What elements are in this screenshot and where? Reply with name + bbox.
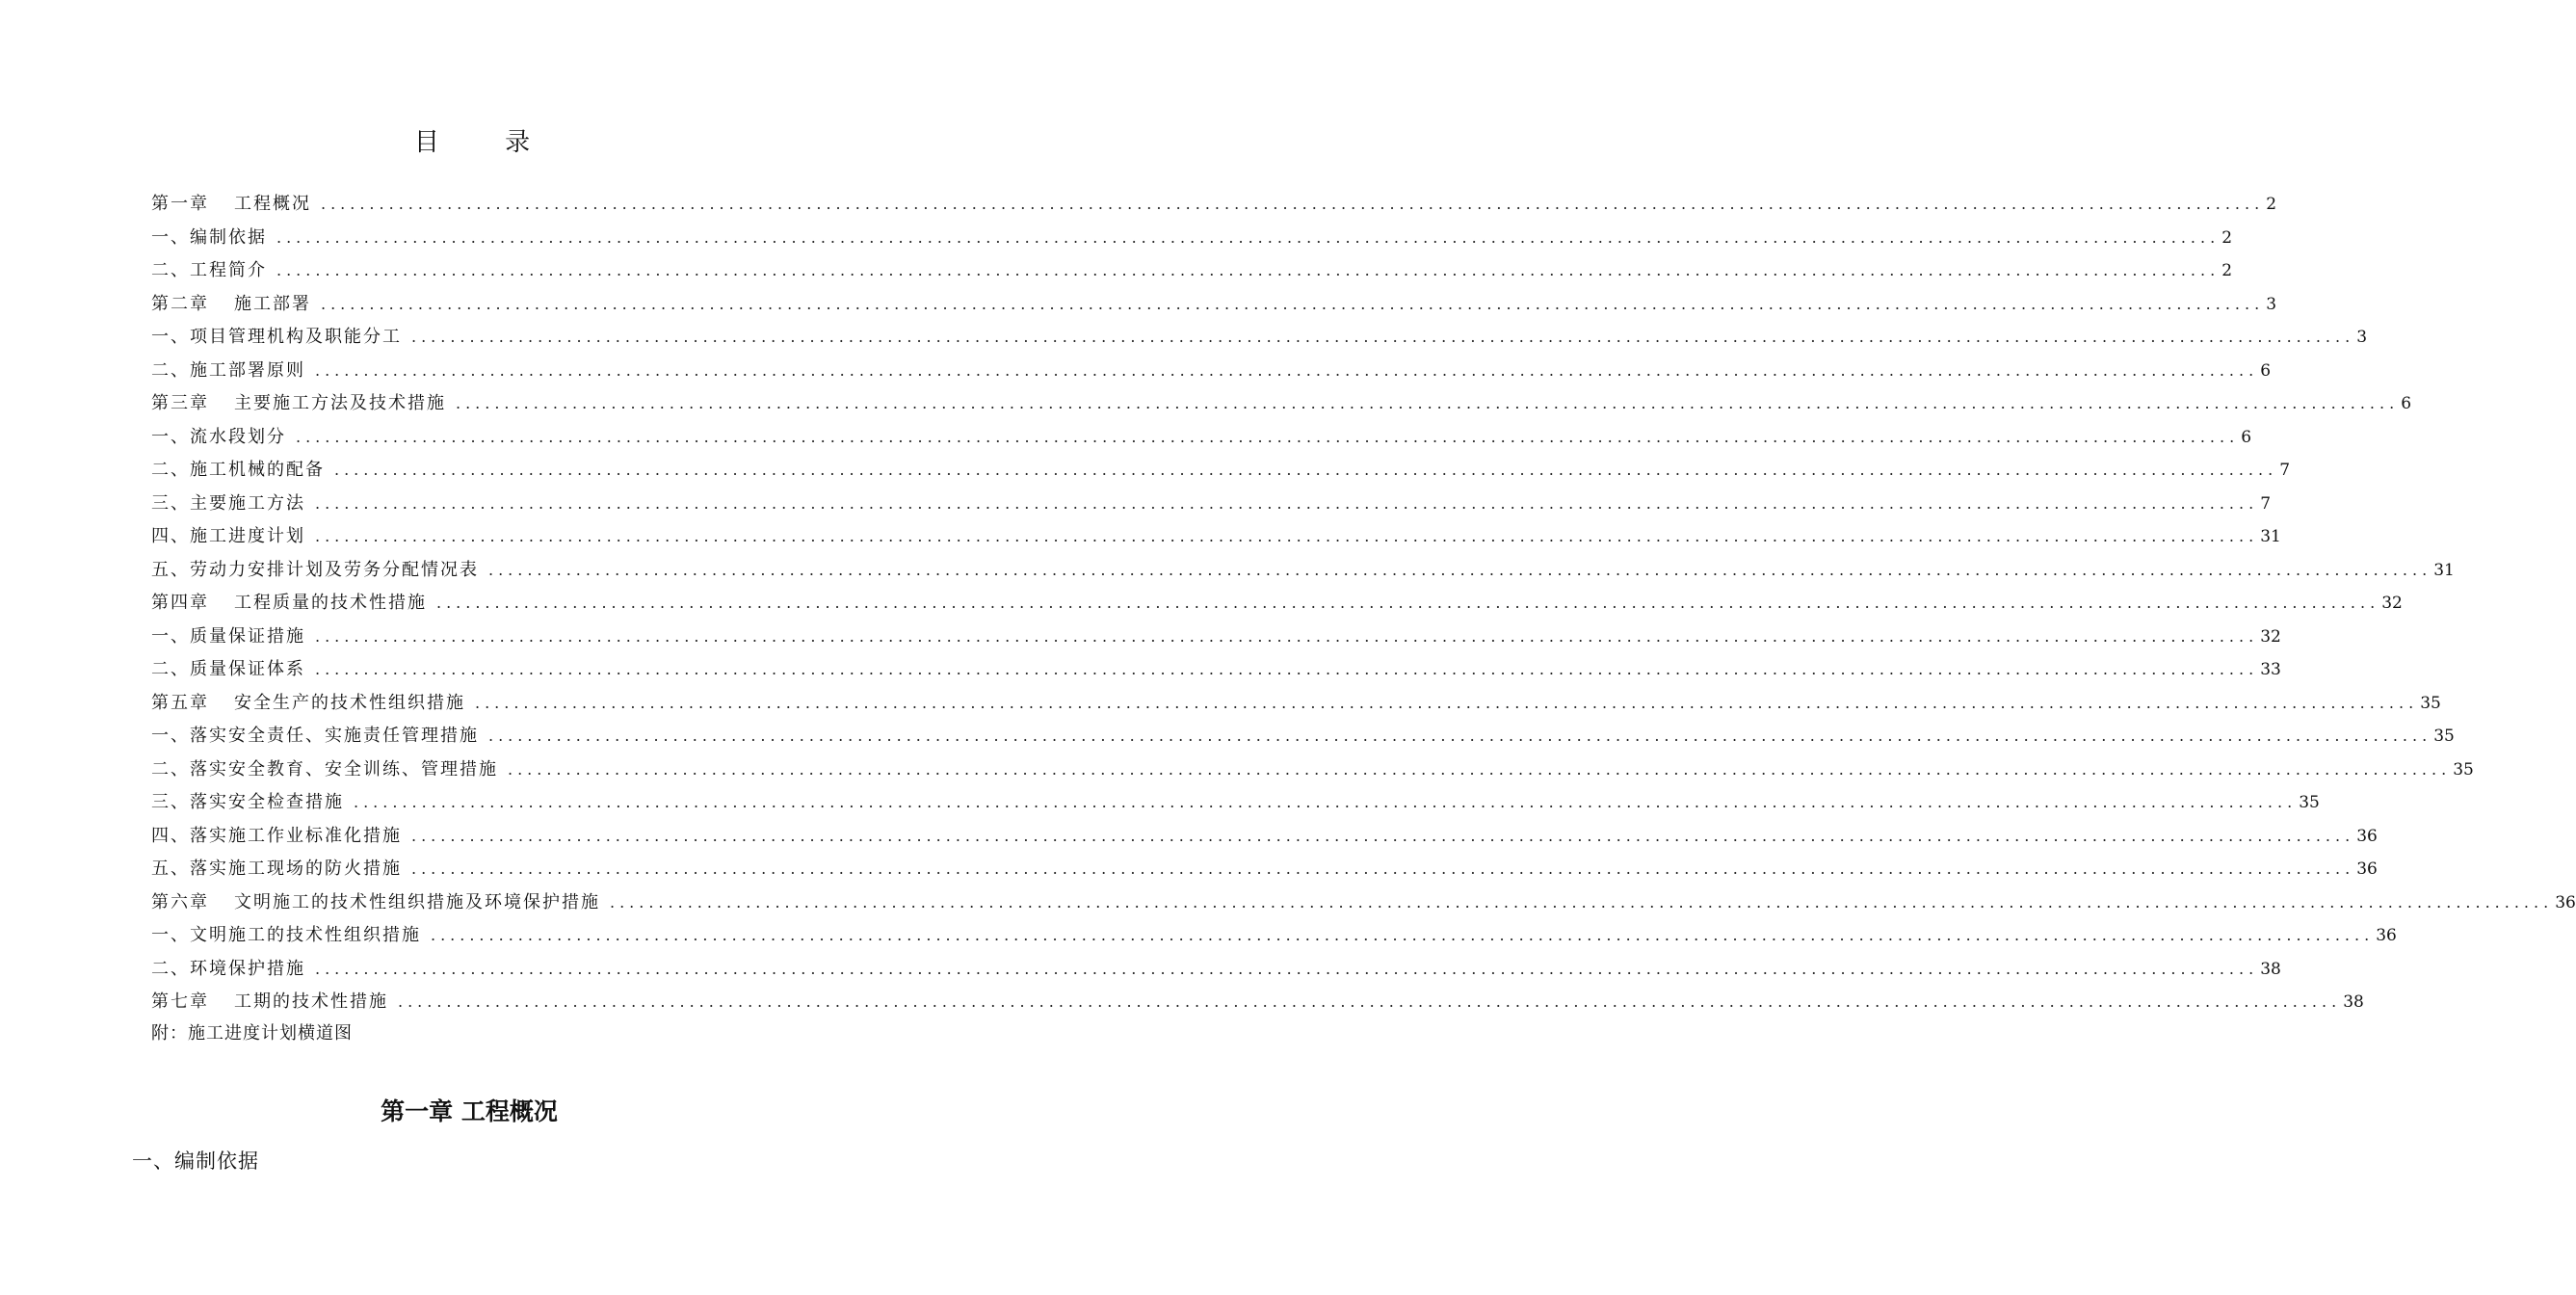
toc-entry-label xyxy=(151,454,325,488)
toc-entry-text: 一、项目管理机构及职能分工 xyxy=(151,327,402,347)
toc-entry-label xyxy=(151,621,305,654)
toc-leader-dots: ........................................................................................................................................................................................................ xyxy=(456,394,2400,412)
toc-page-number: 36 xyxy=(2555,892,2576,912)
toc-chapter-number: 第五章 xyxy=(151,692,209,713)
toc-entry-text: 一、文明施工的技术性组织措施 xyxy=(151,925,421,945)
toc-entry-text: 三、落实安全检查措施 xyxy=(151,792,344,812)
toc-page-number: 31 xyxy=(2260,527,2281,546)
toc-entry-text: 二、施工机械的配备 xyxy=(151,460,325,480)
toc-page-number: 6 xyxy=(2401,394,2412,413)
toc-entry[interactable] xyxy=(151,953,2281,987)
toc-page-number: 35 xyxy=(2420,693,2441,713)
toc-leader-dots: ........................................................................................................................................................................................................ xyxy=(334,461,2278,479)
toc-leader-dots: ........................................................................................................................................................................................................ xyxy=(431,926,2375,944)
toc-page-number: 31 xyxy=(2433,560,2455,580)
toc-entry-text: 施工部署 xyxy=(234,293,311,314)
toc-entry[interactable] xyxy=(151,454,2291,488)
toc-entry[interactable] xyxy=(151,520,2281,554)
toc-leader-dots: ........................................................................................................................................................................................................ xyxy=(488,727,2432,745)
toc-entry[interactable] xyxy=(151,488,2272,521)
toc-entry[interactable] xyxy=(151,421,2252,455)
toc-entry-text: 三、主要施工方法 xyxy=(151,492,305,514)
toc-entry-text: 一、流水段划分 xyxy=(151,426,286,447)
toc-entry-label xyxy=(151,687,465,721)
toc-entry-text: 一、编制依据 xyxy=(151,226,267,248)
toc-entry[interactable] xyxy=(151,222,2233,255)
toc-entry[interactable] xyxy=(151,653,2281,687)
toc-page-number: 6 xyxy=(2260,360,2272,381)
toc-entry[interactable] xyxy=(151,188,2277,222)
toc-entry-text: 主要施工方法及技术措施 xyxy=(234,393,446,413)
toc-page-number: 32 xyxy=(2381,594,2403,613)
toc-leader-dots: ........................................................................................................................................................................................................ xyxy=(276,227,2221,247)
toc-leader-dots: ........................................................................................................................................................................................................ xyxy=(475,693,2419,712)
toc-page-number: 32 xyxy=(2260,626,2281,647)
toc-entry-text: 文明施工的技术性组织措施及环境保护措施 xyxy=(234,891,600,912)
toc-leader-dots: ........................................................................................................................................................................................................ xyxy=(354,793,2298,811)
toc-page-number: 36 xyxy=(2356,826,2378,846)
toc-entry-label xyxy=(151,355,305,388)
toc-list xyxy=(151,188,2576,1019)
toc-entry-label xyxy=(151,587,427,621)
toc-leader-dots: ........................................................................................................................................................................................................ xyxy=(321,294,2265,313)
toc-entry-text: 五、劳动力安排计划及劳务分配情况表 xyxy=(151,559,479,580)
toc-entry-label xyxy=(151,321,402,355)
toc-entry[interactable] xyxy=(151,321,2368,355)
toc-entry-label xyxy=(151,886,600,920)
toc-page-number: 35 xyxy=(2453,759,2474,780)
toc-entry-text: 五、落实施工现场的防火措施 xyxy=(151,859,402,879)
toc-leader-dots: ........................................................................................................................................................................................................ xyxy=(436,594,2380,612)
toc-entry[interactable] xyxy=(151,986,2364,1019)
toc-leader-dots: ........................................................................................................................................................................................................ xyxy=(315,360,2259,380)
chapter-heading: 第一章 工程概况 xyxy=(381,1097,558,1125)
toc-entry-text: 工期的技术性措施 xyxy=(234,991,388,1012)
toc-page-number: 6 xyxy=(2241,427,2252,447)
toc-entry[interactable] xyxy=(151,886,2576,920)
toc-leader-dots: ........................................................................................................................................................................................................ xyxy=(315,626,2259,646)
toc-page-number: 36 xyxy=(2376,926,2397,945)
toc-page-number: 2 xyxy=(2266,195,2277,214)
toc-title: 目 录 xyxy=(413,128,560,157)
toc-entry[interactable] xyxy=(151,820,2378,854)
toc-page-number: 35 xyxy=(2299,793,2320,812)
toc-appendix: 附：施工进度计划横道图 xyxy=(151,1023,353,1044)
toc-entry-label xyxy=(151,188,311,222)
toc-chapter-number: 第三章 xyxy=(151,393,209,413)
toc-entry-text: 二、落实安全教育、安全训练、管理措施 xyxy=(151,758,498,780)
toc-entry[interactable] xyxy=(151,853,2378,886)
toc-entry-label xyxy=(151,953,305,987)
toc-page-number: 3 xyxy=(2356,328,2368,347)
toc-entry-label xyxy=(151,421,286,455)
toc-entry-label xyxy=(151,254,267,288)
toc-entry[interactable] xyxy=(151,621,2281,654)
toc-entry-text: 二、环境保护措施 xyxy=(151,958,305,979)
toc-entry[interactable] xyxy=(151,288,2277,322)
toc-page-number: 2 xyxy=(2221,261,2233,280)
toc-leader-dots: ........................................................................................................................................................................................................ xyxy=(321,195,2265,213)
toc-leader-dots: ........................................................................................................................................................................................................ xyxy=(488,560,2432,579)
toc-entry[interactable] xyxy=(151,687,2441,721)
toc-entry[interactable] xyxy=(151,919,2397,953)
toc-page-number: 3 xyxy=(2266,294,2277,314)
toc-page-number: 35 xyxy=(2433,727,2455,746)
toc-page-number: 7 xyxy=(2279,461,2291,480)
toc-entry-text: 四、施工进度计划 xyxy=(151,526,305,546)
toc-leader-dots: ........................................................................................................................................................................................................ xyxy=(315,959,2259,978)
toc-entry[interactable] xyxy=(151,720,2455,753)
toc-leader-dots: ........................................................................................................................................................................................................ xyxy=(411,859,2355,878)
toc-leader-dots: ........................................................................................................................................................................................................ xyxy=(398,992,2342,1011)
toc-entry-text: 安全生产的技术性组织措施 xyxy=(234,692,465,713)
toc-entry[interactable] xyxy=(151,753,2474,787)
toc-entry-label xyxy=(151,554,479,588)
toc-leader-dots: ........................................................................................................................................................................................................ xyxy=(296,427,2240,446)
toc-chapter-number: 第二章 xyxy=(151,293,209,314)
toc-entry-label xyxy=(151,387,446,421)
toc-chapter-number: 第七章 xyxy=(151,991,209,1012)
toc-entry-text: 二、质量保证体系 xyxy=(151,659,305,679)
toc-leader-dots: ........................................................................................................................................................................................................ xyxy=(315,527,2259,545)
toc-entry-label xyxy=(151,288,311,322)
toc-entry-label xyxy=(151,786,344,820)
toc-entry-text: 四、落实施工作业标准化措施 xyxy=(151,825,402,846)
toc-page-number: 38 xyxy=(2260,959,2281,979)
toc-entry-text: 二、施工部署原则 xyxy=(151,359,305,381)
toc-page-number: 36 xyxy=(2356,859,2378,879)
toc-entry-label xyxy=(151,919,421,953)
toc-entry-label xyxy=(151,753,498,787)
toc-page-number: 38 xyxy=(2343,992,2364,1012)
toc-page-number: 7 xyxy=(2260,493,2272,514)
toc-leader-dots: ........................................................................................................................................................................................................ xyxy=(276,261,2221,279)
toc-leader-dots: ........................................................................................................................................................................................................ xyxy=(508,759,2452,779)
toc-entry[interactable] xyxy=(151,387,2412,421)
toc-page-number: 33 xyxy=(2260,660,2281,679)
toc-entry[interactable] xyxy=(151,786,2320,820)
toc-entry[interactable] xyxy=(151,254,2233,288)
toc-leader-dots: ........................................................................................................................................................................................................ xyxy=(315,660,2259,678)
toc-entry-label xyxy=(151,720,479,753)
toc-leader-dots: ........................................................................................................................................................................................................ xyxy=(315,493,2259,513)
toc-entry-label xyxy=(151,986,388,1019)
section-heading: 一、编制依据 xyxy=(132,1150,259,1173)
toc-entry-label xyxy=(151,222,267,255)
toc-entry[interactable] xyxy=(151,355,2272,388)
toc-leader-dots: ........................................................................................................................................................................................................ xyxy=(411,826,2355,845)
toc-entry-text: 一、质量保证措施 xyxy=(151,625,305,647)
toc-entry[interactable] xyxy=(151,587,2403,621)
toc-entry[interactable] xyxy=(151,554,2455,588)
toc-page-number: 2 xyxy=(2221,227,2233,248)
toc-entry-text: 工程质量的技术性措施 xyxy=(234,593,427,613)
toc-entry-label xyxy=(151,853,402,886)
toc-entry-label xyxy=(151,520,305,554)
toc-entry-text: 一、落实安全责任、实施责任管理措施 xyxy=(151,726,479,746)
toc-chapter-number: 第六章 xyxy=(151,891,209,912)
toc-entry-label xyxy=(151,488,305,521)
toc-leader-dots: ........................................................................................................................................................................................................ xyxy=(411,328,2355,346)
toc-chapter-number: 第四章 xyxy=(151,593,209,613)
toc-entry-label xyxy=(151,820,402,854)
toc-chapter-number: 第一章 xyxy=(151,194,209,214)
toc-entry-text: 二、工程简介 xyxy=(151,260,267,280)
toc-entry-label xyxy=(151,653,305,687)
toc-entry-text: 工程概况 xyxy=(234,194,311,214)
toc-leader-dots: ........................................................................................................................................................................................................ xyxy=(610,892,2554,912)
